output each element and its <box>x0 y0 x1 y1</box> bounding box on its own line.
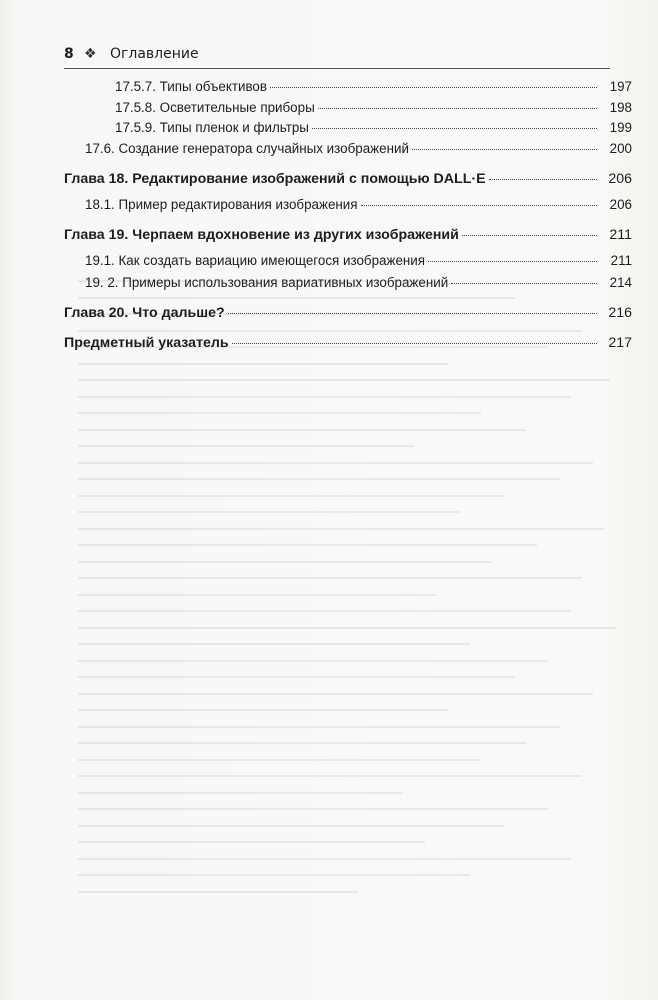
toc-entry-page: 200 <box>609 140 632 156</box>
toc-entry-page: 199 <box>609 120 632 135</box>
table-of-contents <box>64 78 632 352</box>
toc-entry-label: 19. 2. Примеры использования вариативных изображений <box>85 274 449 290</box>
toc-entry-page: 206 <box>609 196 632 212</box>
toc-chapter-label: Глава 20. Что дальше? <box>64 304 225 321</box>
toc-entry-page: 211 <box>610 252 632 268</box>
toc-chapter[interactable] <box>64 226 632 244</box>
dot-leader <box>451 283 597 284</box>
running-title: Оглавление <box>110 46 199 62</box>
toc-entry[interactable] <box>64 119 632 140</box>
dot-leader <box>412 149 597 150</box>
dot-leader <box>318 108 597 109</box>
dot-leader <box>232 343 597 344</box>
toc-chapter[interactable] <box>64 304 632 322</box>
dot-leader <box>361 205 597 206</box>
dot-leader <box>228 313 597 314</box>
toc-chapter-label: Глава 18. Редактирование изображений с помощью DALL·E <box>64 170 486 187</box>
toc-chapter-page: 211 <box>609 226 632 243</box>
header-rule <box>64 68 610 69</box>
toc-entry[interactable] <box>64 274 632 292</box>
toc-chapter-page: 216 <box>608 304 632 321</box>
dot-leader <box>312 128 597 129</box>
toc-entry-page: 197 <box>609 79 632 94</box>
toc-chapter[interactable] <box>64 170 632 188</box>
toc-entry[interactable] <box>64 140 632 158</box>
running-header <box>64 44 610 64</box>
toc-entry-label: 17.5.7. Типы объективов <box>115 79 267 94</box>
dot-leader <box>428 261 597 262</box>
toc-entry-label: 17.5.9. Типы пленок и фильтры <box>115 120 309 135</box>
toc-entry[interactable] <box>64 196 632 214</box>
page-number: 8 <box>64 46 74 62</box>
toc-chapter[interactable] <box>64 334 632 352</box>
toc-entry[interactable] <box>64 78 632 99</box>
toc-entry-page: 214 <box>609 274 632 290</box>
ornament-icon: ❖ <box>84 46 97 62</box>
toc-entry-label: 19.1. Как создать вариацию имеющегося изображения <box>85 252 426 268</box>
bleed-through-text <box>78 280 638 940</box>
toc-chapter-page: 206 <box>608 170 632 187</box>
toc-entry[interactable] <box>64 252 632 270</box>
toc-entry-page: 198 <box>609 99 632 115</box>
toc-chapter-label: Глава 19. Черпаем вдохновение из других изображений <box>64 226 459 243</box>
toc-entry-label: 17.6. Создание генератора случайных изображений <box>85 140 409 156</box>
toc-entry-label: 18.1. Пример редактирования изображения <box>85 196 358 212</box>
dot-leader <box>462 235 597 236</box>
dot-leader <box>270 87 597 88</box>
dot-leader <box>489 179 597 180</box>
toc-entry[interactable] <box>64 99 632 120</box>
toc-entry-label: 17.5.8. Осветительные приборы <box>115 99 315 115</box>
toc-chapter-label: Предметный указатель <box>64 334 229 351</box>
toc-chapter-page: 217 <box>608 334 632 351</box>
